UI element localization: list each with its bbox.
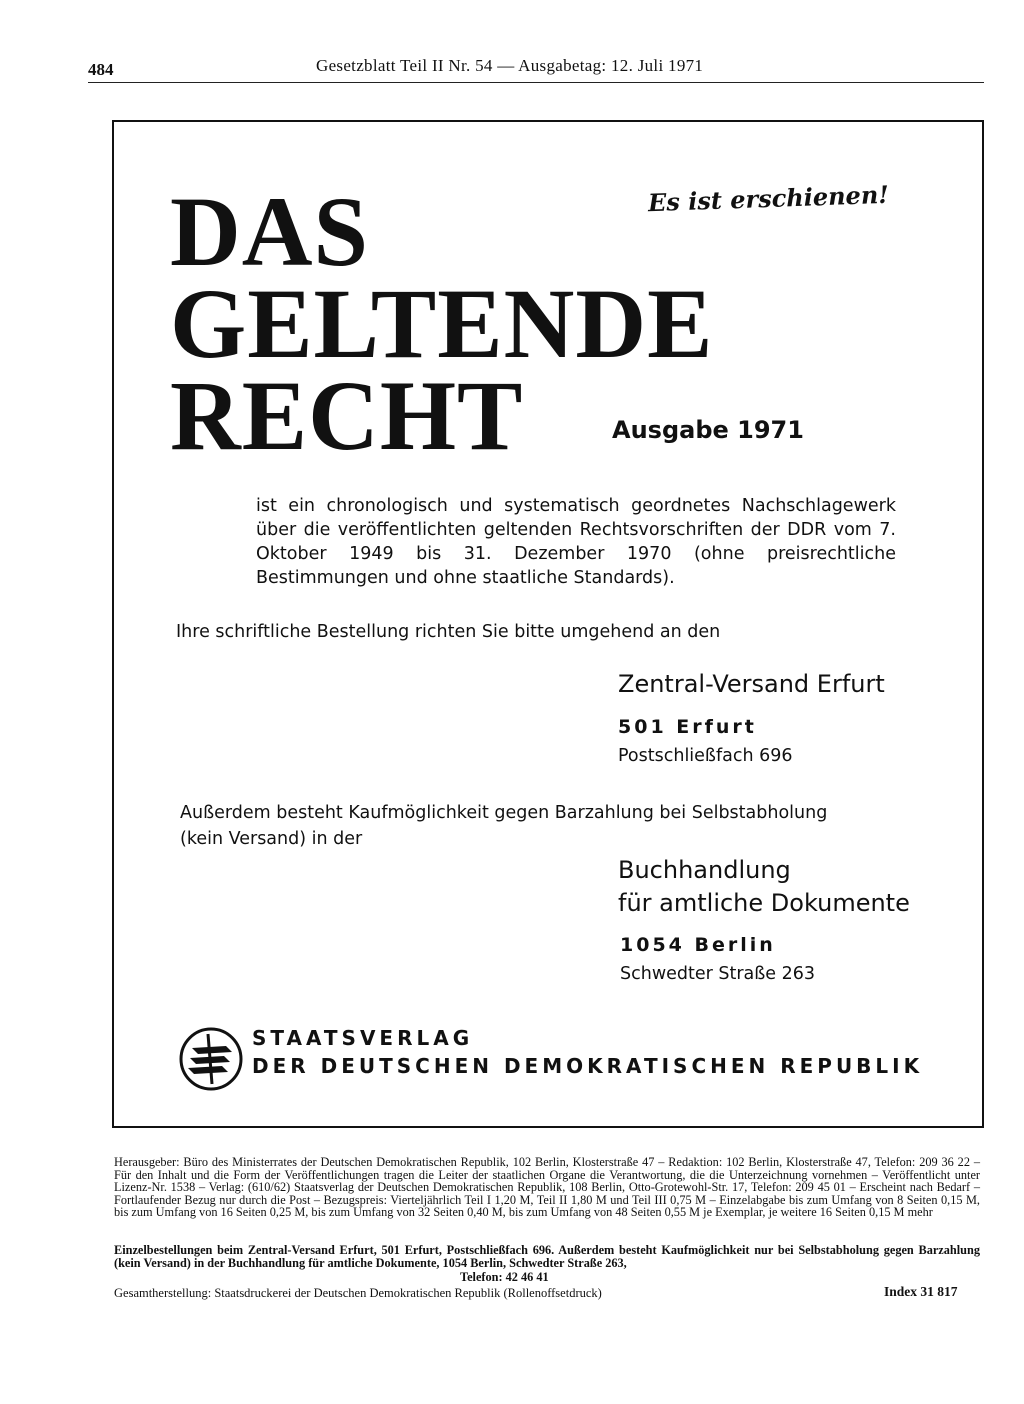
staatsverlag-logo-icon <box>178 1026 244 1092</box>
bookshop-name <box>618 854 910 920</box>
imprint-main: Herausgeber: Büro des Ministerrates der Deutschen Demokratischen Republik, 102 Berlin, Klosterstraße 47 – Redaktion: 102 Berlin, Klosterstraße 47, Telefon: 209 36 22 – Für den Inhalt und die Form der Veröffentlichungen tragen die Leiter der staatlichen Organe die Verantwortung, die die Unterzeichnung vornehmen – Veröffentlicht unter Lizenz-Nr. 1538 – Verlag: (610/62) Staatsverlag der Deutschen Demokratischen Republik, 108 Berlin, Otto-Grotewohl-Str. 17, Telefon: 209 45 01 – Erscheint nach Bedarf – Fortlaufender Bezug nur durch die Post – Bezugspreis: Vierteljährlich Teil I 1,20 M, Teil II 1,80 M und Teil III 0,75 M – Einzelabgabe bis zum Umfang von 8 Seiten 0,15 M, bis zum Umfang von 16 Seiten 0,25 M, bis zum Umfang von 32 Seiten 0,40 M, bis zum Umfang von 48 Seiten 0,55 M je Exemplar, je weitere 16 Seiten 0,15 M mehr <box>114 1155 980 1219</box>
bookshop-city: 1054 Berlin <box>620 934 776 956</box>
ad-title-line-2: GELTENDE <box>170 268 714 379</box>
versand-postbox: Postschließfach 696 <box>618 746 793 766</box>
purchase-note: Außerdem besteht Kaufmöglichkeit gegen Barzahlung bei Selbstabholung (kein Versand) in der <box>180 803 828 849</box>
publisher-line-1: STAATSVERLAG <box>252 1026 474 1050</box>
index-number: Index 31 817 <box>884 1284 958 1299</box>
imprint-phone: Telefon: 42 46 41 <box>460 1270 549 1284</box>
imprint-orders: Einzelbestellungen beim Zentral-Versand Erfurt, 501 Erfurt, Postschließfach 696. Außerdem besteht Kaufmöglichkeit nur bei Selbstabholung gegen Barzahlung (kein Versand) in der Buchhandlung für amtliche Dokumente, 1054 Berlin, Schwedter Straße 263, <box>114 1243 980 1270</box>
order-note: Ihre schriftliche Bestellung richten Sie bitte umgehend an den <box>176 622 721 642</box>
publisher-line-2: DER DEUTSCHEN DEMOKRATISCHEN REPUBLIK <box>252 1054 924 1078</box>
bookshop-name-line-1: Buchhandlung <box>618 856 791 884</box>
ad-title-line-3: RECHT <box>170 360 524 471</box>
edition-label: Ausgabe 1971 <box>612 416 804 444</box>
running-head: Gesetzblatt Teil II Nr. 54 — Ausgabetag: 12. Juli 1971 <box>316 56 704 75</box>
printer-line: Gesamtherstellung: Staatsdruckerei der Deutschen Demokratischen Republik (Rollenoffsetdruck) <box>114 1286 602 1300</box>
ad-title-line-1: DAS <box>170 176 370 287</box>
header-rule <box>88 82 984 83</box>
bookshop-name-line-2: für amtliche Dokumente <box>618 889 910 917</box>
versand-city: 501 Erfurt <box>618 716 757 738</box>
slogan: Es ist erschienen! <box>647 179 890 218</box>
bookshop-street: Schwedter Straße 263 <box>620 964 816 984</box>
versand-name: Zentral-Versand Erfurt <box>618 670 885 698</box>
description-paragraph: ist ein chronologisch und systematisch geordnetes Nachschlagewerk über die veröffentlichten geltenden Rechtsvorschriften der DDR vom 7. Oktober 1949 bis 31. Dezember 1970 (ohne preisrechtliche Bestimmungen und ohne staatliche Standards). <box>256 496 896 588</box>
page-number: 484 <box>88 60 114 79</box>
publisher-name <box>252 1024 923 1080</box>
